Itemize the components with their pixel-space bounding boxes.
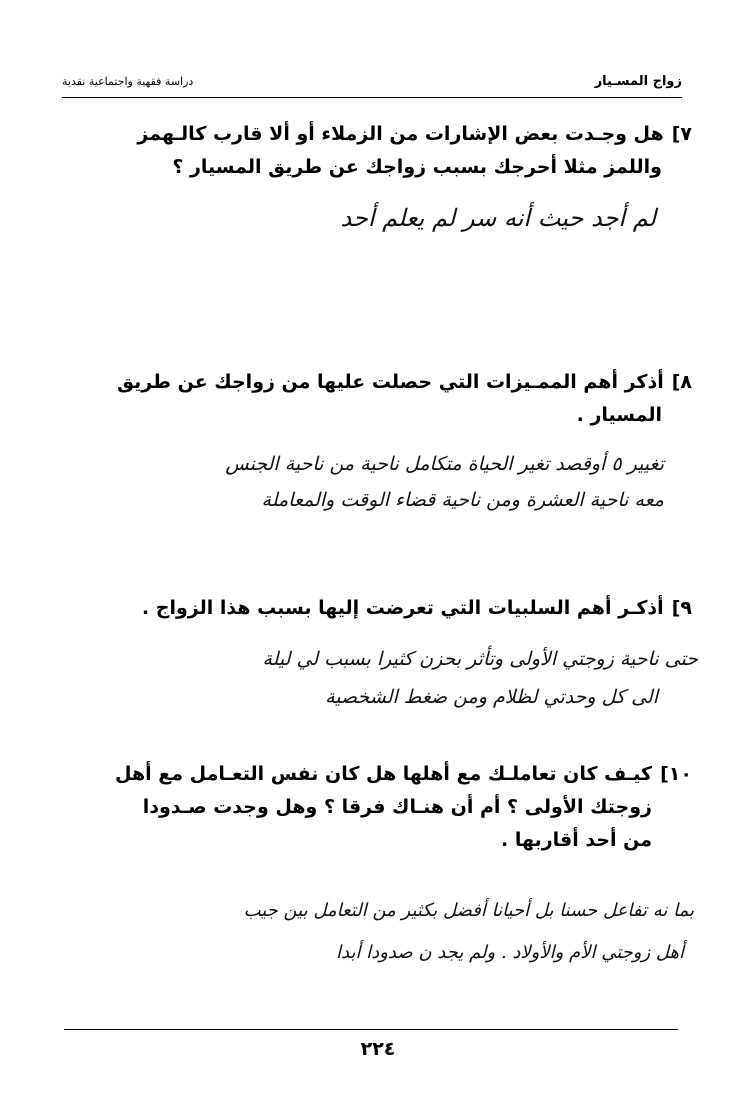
answer-line: لم أجد حيث أنه سر لم يعلم أحد [340,204,656,232]
answer-line: تغيير ٥ أوقصد تغير الحياة متكامل ناحية من ناحية الجنس [225,453,664,475]
book-title: زواج المسـيار [594,74,682,89]
question-text: كيـف كان تعاملـك مع أهلها هل كان نفس التعـامل مع أهل [115,763,653,785]
book-subtitle: دراسة فقهية واجتماعية نقدية [62,75,194,88]
handwritten-answer-8 [225,446,664,518]
page-number: ٢٢٤ [360,1038,396,1060]
answer-line: الى كل وحدتي لظلام ومن ضغط الشخصية [325,686,658,708]
question-text: من أحد أقاربها . [501,829,652,851]
question-line [115,758,692,791]
question-number: ٩] [671,597,692,619]
question-text: واللمز مثلا أحرجك بسبب زواجك عن طريق المسيار ؟ [172,156,662,178]
running-header [62,70,682,98]
question-line [117,366,692,399]
question-text: زوجتك الأولى ؟ أم أن هنـاك فرقا ؟ وهل وجدت صـدودا [142,796,652,818]
question-number: ١٠] [660,763,692,785]
question-text: أذكر أهم الممـيزات التي حصلت عليها من زواجك عن طريق [117,371,664,393]
handwritten-answer-7 [340,202,656,234]
header-divider [62,97,682,98]
question-text: أذكـر أهم السلبيات التي تعرضت إليها بسبب هذا الزواج . [141,597,664,619]
answer-line: بما نه تفاعل حسنا بل أحيانا أفضل بكثير من التعامل بين جيب [243,900,694,921]
answer-line: حتى ناحية زوجتي الأولى وتأثر بحزن كثيرا بسبب لي ليلة [262,648,698,670]
answer-line: معه ناحية العشرة ومن ناحية قضاء الوقت والمعاملة [261,489,664,511]
footer-divider [64,1029,678,1030]
question-text: المسيار . [576,404,662,426]
handwritten-answer-10 [244,890,694,974]
question-10 [115,758,692,857]
handwritten-answer-9 [262,640,698,716]
question-9 [142,592,692,625]
question-number: ٧] [671,123,692,145]
question-number: ٨] [671,371,692,393]
question-line [137,118,692,151]
answer-line: أهل زوجتي الأم والأولاد . ولم يجد ن صدودا أبدا [336,942,684,963]
question-7 [137,118,692,184]
question-8 [117,366,692,432]
question-text: هل وجـدت بعض الإشارات من الزملاء أو ألا قارب كالـهمز [137,123,664,145]
question-line [142,592,692,625]
